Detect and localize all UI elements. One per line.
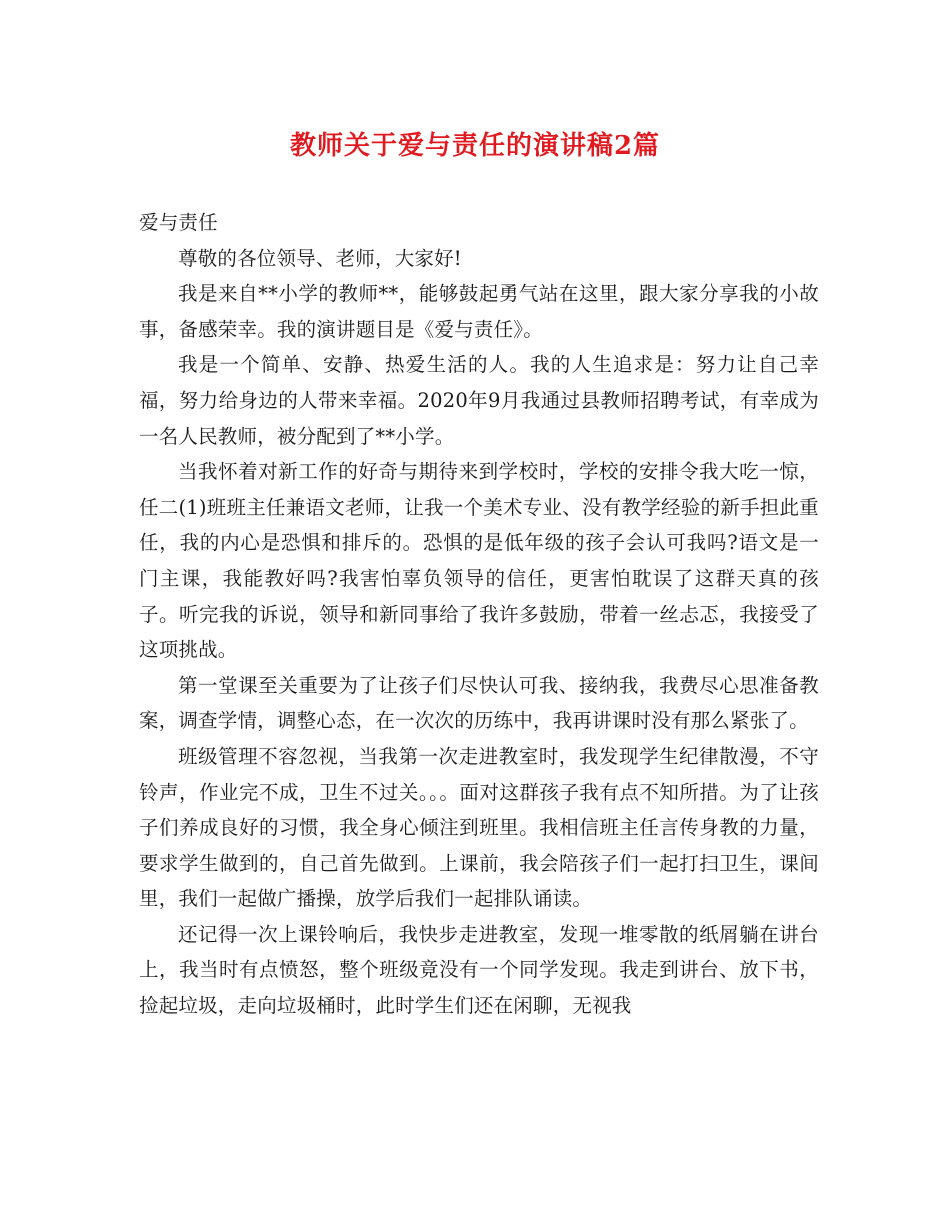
document-body [139, 205, 819, 1024]
section-heading: 爱与责任 [139, 211, 218, 234]
paragraph-paper-scraps-story: 还记得一次上课铃响后，我快步走进教室，发现一堆零散的纸屑躺在讲台上，我当时有点愤怒，整个班级竟没有一个同学发现。我走到讲台、放下书，捡起垃圾，走向垃圾桶时，此时学生们还在闲聊，无视我 [139, 922, 819, 1018]
paragraph-new-job: 当我怀着对新工作的好奇与期待来到学校时，学校的安排令我大吃一惊，任二(1)班班主任兼语文老师，让我一个美术专业、没有教学经验的新手担此重任，我的内心是恐惧和排斥的。恐惧的是低年级的孩子会认可我吗?语文是一门主课，我能教好吗?我害怕辜负领导的信任，更害怕耽误了这群天真的孩子。听完我的诉说，领导和新同事给了我许多鼓励，带着一丝忐忑，我接受了这项挑战。 [139, 460, 819, 662]
paragraph-self-description: 我是一个简单、安静、热爱生活的人。我的人生追求是：努力让自己幸福，努力给身边的人带来幸福。2020年9月我通过县教师招聘考试，有幸成为一名人民教师，被分配到了**小学。 [139, 353, 819, 448]
document-title: 教师关于爱与责任的演讲稿2篇 [289, 131, 661, 161]
paragraph-class-management: 班级管理不容忽视，当我第一次走进教室时，我发现学生纪律散漫，不守铃声，作业完不成，卫生不过关。。。面对这群孩子我有点不知所措。为了让孩子们养成良好的习惯，我全身心倾注到班里。我相信班主任言传身教的力量，要求学生做到的，自己首先做到。上课前，我会陪孩子们一起打扫卫生，课间里，我们一起做广播操，放学后我们一起排队诵读。 [139, 744, 819, 911]
paragraph-introduction: 我是来自**小学的教师**，能够鼓起勇气站在这里，跟大家分享我的小故事，备感荣幸。我的演讲题目是《爱与责任》。 [139, 282, 819, 341]
paragraph-first-lesson: 第一堂课至关重要为了让孩子们尽快认可我、接纳我，我费尽心思准备教案，调查学情，调整心态，在一次次的历练中，我再讲课时没有那么紧张了。 [139, 673, 819, 733]
paragraph-greeting: 尊敬的各位领导、老师，大家好! [178, 246, 462, 270]
